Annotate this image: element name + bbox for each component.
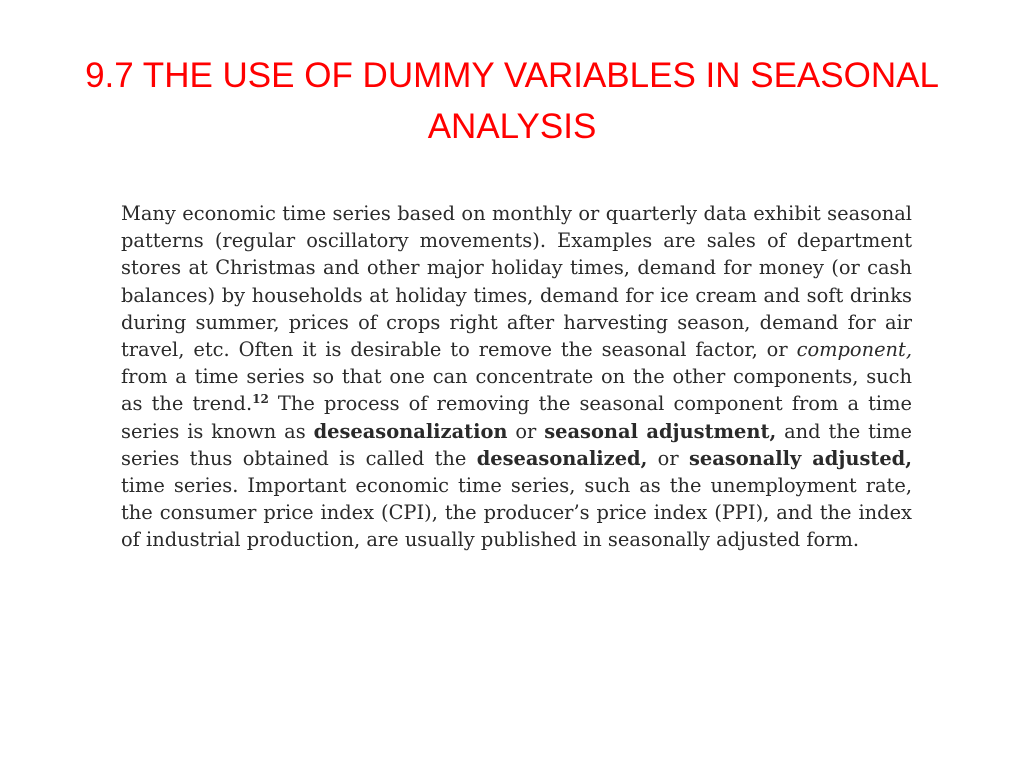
excerpt-paragraph	[121, 200, 912, 554]
excerpt-text: and the time series thus obtained is called the	[121, 419, 912, 470]
excerpt-text: time series. Important economic time series, such as the unemployment rate, the consumer price index (CPI), the producer’s price index (PPI), and the index of industrial production, are usually published in seasonally adjusted form.	[121, 474, 912, 552]
excerpt-text: from a time series so that one can concentrate on the other components, such as the trend.	[121, 365, 912, 416]
bold-term-deseasonalized: deseasonalized,	[476, 446, 648, 470]
slide-title: 9.7 THE USE OF DUMMY VARIABLES IN SEASONAL ANALYSIS	[85, 56, 939, 146]
excerpt-text: The process of removing the seasonal component from a time series is known as	[121, 392, 912, 443]
excerpt-text: Many economic time series based on monthly or quarterly data exhibit seasonal patterns (regular oscillatory movements). Examples are sales of department stores at Christmas and other major holiday times, demand for money (or cash balances) by households at holiday times, demand for ice cream and soft drinks during summer, prices of crops right after harvesting season, demand for air travel, etc. Often it is desirable to remove the seasonal factor, or	[121, 202, 912, 362]
italic-term-component: component,	[796, 338, 912, 362]
bold-term-seasonally-adjusted: seasonally adjusted,	[688, 446, 912, 470]
excerpt-text: or	[507, 419, 545, 443]
footnote-reference: 12	[252, 392, 269, 407]
bold-term-seasonal-adjustment: seasonal adjustment,	[544, 419, 777, 443]
bold-term-deseasonalization: deseasonalization	[313, 419, 508, 443]
excerpt-text: or	[647, 446, 689, 470]
